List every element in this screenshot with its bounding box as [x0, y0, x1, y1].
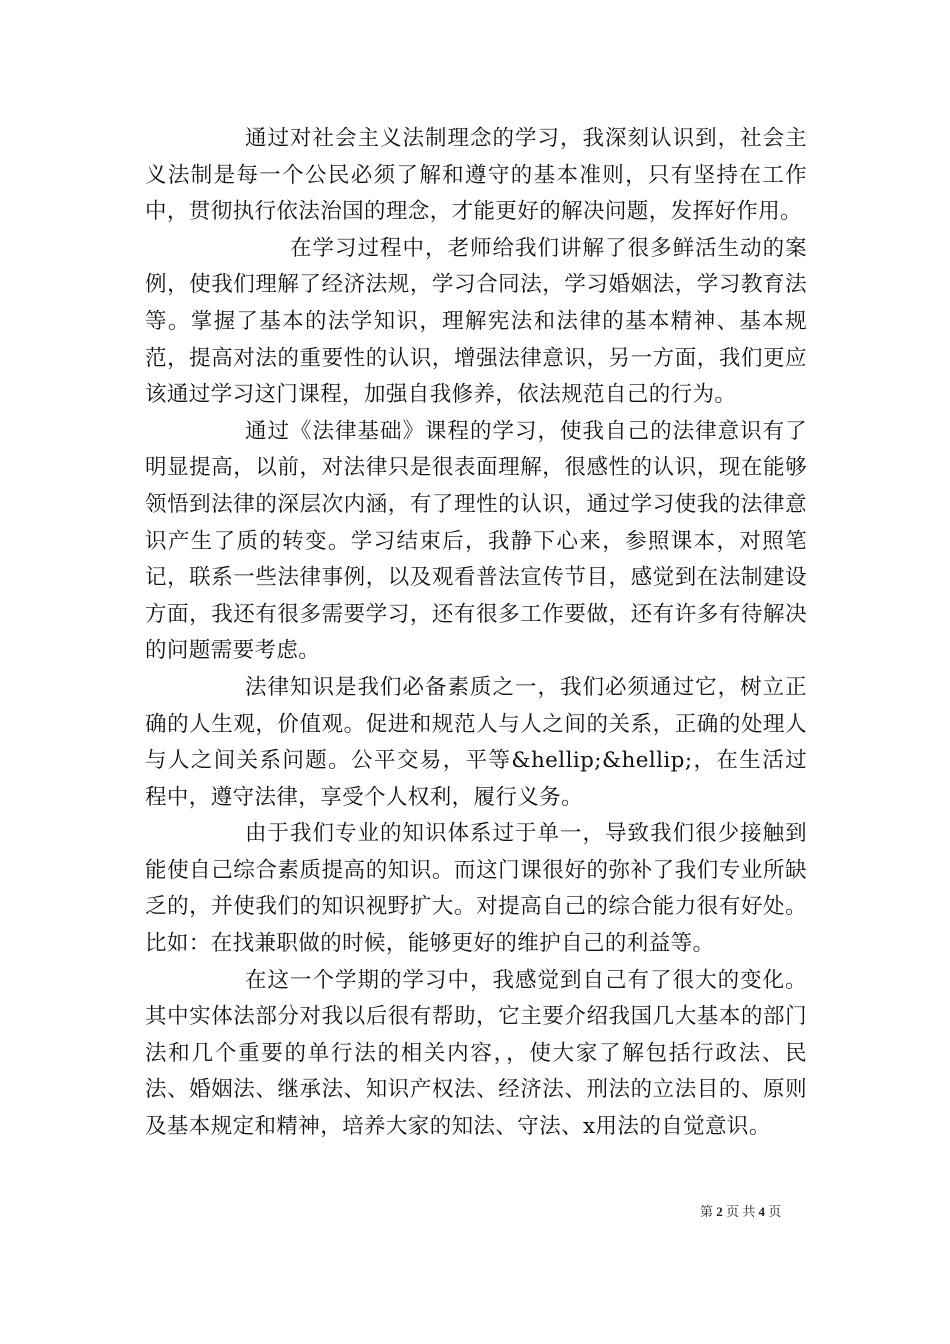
footer-suffix: 页 [768, 1204, 782, 1219]
paragraph-6: 在这一个学期的学习中，我感觉到自己有了很大的变化。其中实体法部分对我以后很有帮助，它主要介绍我国几大基本的部门法和几个重要的单行法的相关内容，，使大家了解包括行政法、民法、婚姻法、继承法、知识产权法、经济法、刑法的立法目的、原则及基本规定和精神，培养大家的知法、守法、x用法的自觉意识。 [145, 967, 807, 1140]
paragraph-5: 由于我们专业的知识体系过于单一，导致我们很少接触到能使自己综合素质提高的知识。而这门课很好的弥补了我们专业所缺乏的，并使我们的知识视野扩大。对提高自己的综合能力很有好处。比如：在找兼职做的时候，能够更好的维护自己的利益等。 [145, 821, 807, 957]
paragraph-4: 法律知识是我们必备素质之一，我们必须通过它，树立正确的人生观，价值观。促进和规范人与人之间的关系，正确的处理人与人之间关系问题。公平交易，平等&hellip;&hellip;，在生活过程中，遵守法律，享受个人权利，履行义务。 [145, 674, 807, 810]
current-page-number: 2 [716, 1204, 723, 1219]
total-page-number: 4 [758, 1204, 766, 1219]
paragraph-2: 在学习过程中，老师给我们讲解了很多鲜活生动的案例，使我们理解了经济法规，学习合同法，学习婚姻法，学习教育法等。掌握了基本的法学知识，理解宪法和法律的基本精神、基本规范，提高对法的重要性的认识，增强法律意识，另一方面，我们更应该通过学习这门课程，加强自我修养，依法规范自己的行为。 [145, 235, 807, 408]
paragraph-3: 通过《法律基础》课程的学习，使我自己的法律意识有了明显提高，以前，对法律只是很表面理解，很感性的认识，现在能够领悟到法律的深层次内涵，有了理性的认识，通过学习使我的法律意识产生了质的转变。学习结束后，我静下心来，参照课本，对照笔记，联系一些法律事例，以及观看普法宣传节目，感觉到在法制建设方面，我还有很多需要学习，还有很多工作要做，还有许多有待解决的问题需要考虑。 [145, 418, 807, 664]
paragraph-1: 通过对社会主义法制理念的学习，我深刻认识到，社会主义法制是每一个公民必须了解和遵守的基本准则，只有坚持在工作中，贯彻执行依法治国的理念，才能更好的解决问题，发挥好作用。 [145, 126, 807, 225]
page-number-footer [700, 1201, 810, 1220]
footer-prefix: 第 [700, 1204, 714, 1219]
footer-middle: 页 共 [726, 1204, 756, 1219]
document-body [145, 121, 807, 1146]
